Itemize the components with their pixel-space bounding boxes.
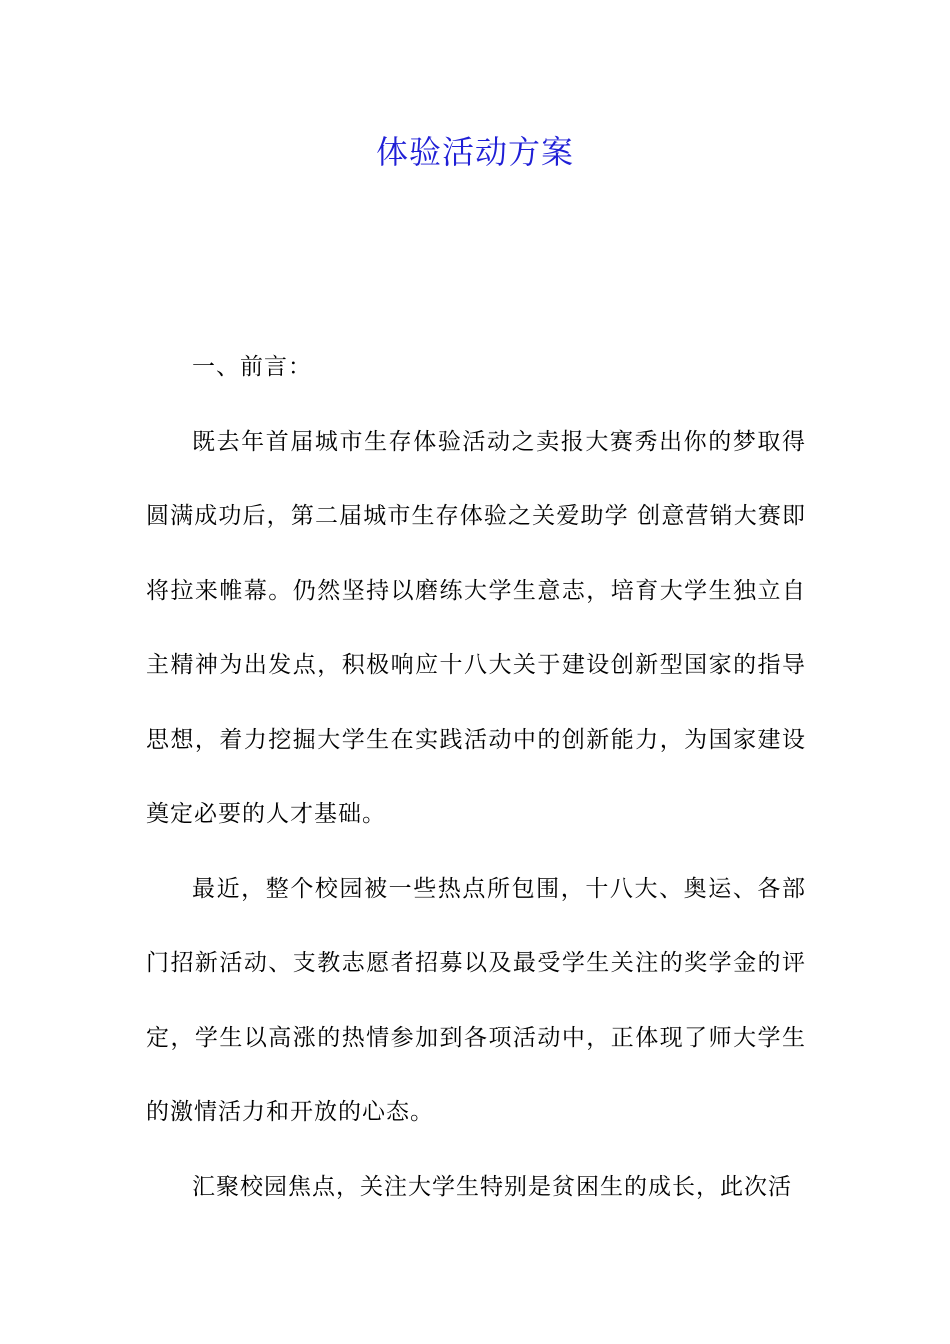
paragraph: 既去年首届城市生存体验活动之卖报大赛秀出你的梦取得圆满成功后，第二届城市生存体验之关爱助学 创意营销大赛即将拉来帷幕。仍然坚持以磨练大学生意志，培育大学生独立自主精神为出发点，积极响应十八大关于建设创新型国家的指导思想，着力挖掘大学生在实践活动中的创新能力，为国家建设奠定必要的人才基础。 [146,428,806,827]
document-title: 体验活动方案 [375,133,574,171]
section-heading: 一、前言： [192,354,312,380]
paragraph: 汇聚校园焦点，关注大学生特别是贫困生的成长，此次活 [192,1173,792,1200]
document-body [146,330,806,1224]
paragraph: 最近，整个校园被一些热点所包围，十八大、奥运、各部门招新活动、支教志愿者招募以及最受学生关注的奖学金的评定，学生以高涨的热情参加到各项活动中，正体现了师大学生的激情活力和开放的心态。 [146,875,806,1125]
